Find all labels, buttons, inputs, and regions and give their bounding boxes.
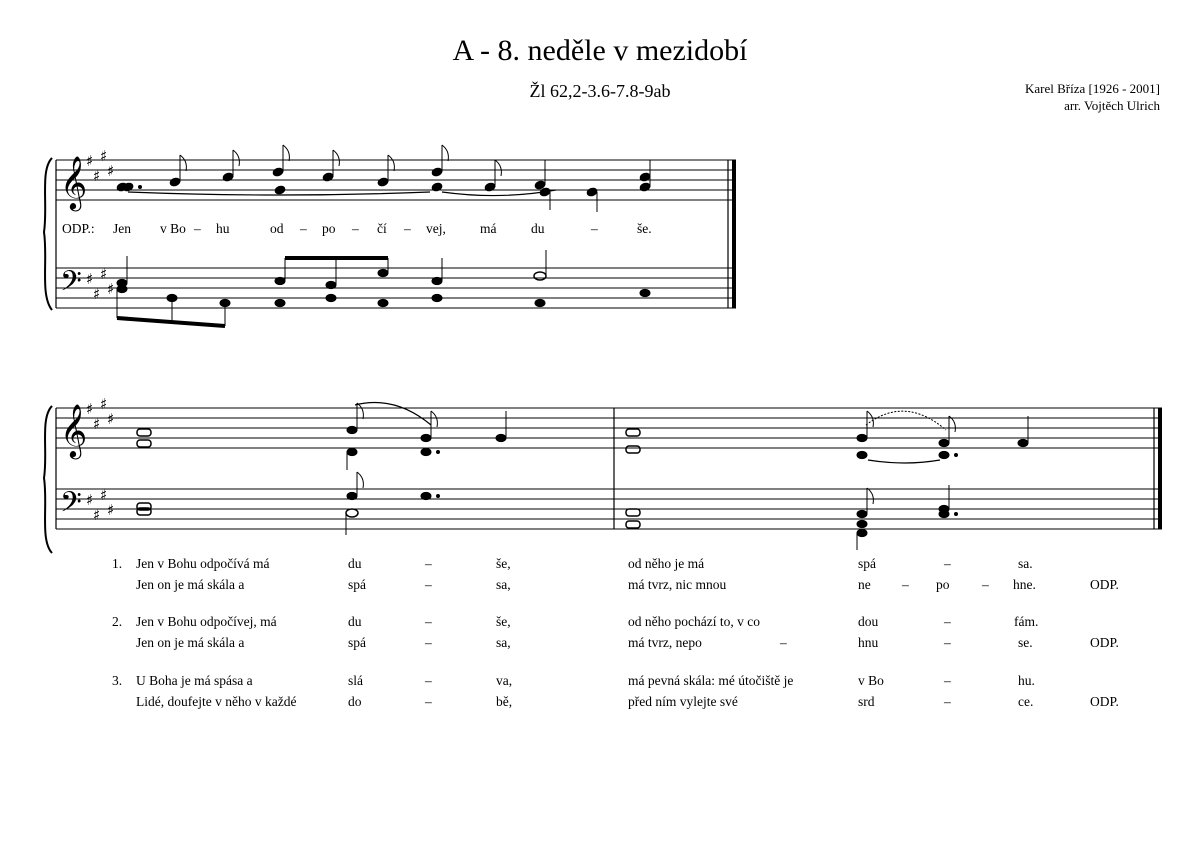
verse-text: Jen v Bohu odpočívá má: [136, 556, 270, 571]
svg-text:vej,: vej,: [426, 221, 446, 236]
bass-notes-2: [346, 472, 958, 550]
verse-text: Jen v Bohu odpočívej, má: [136, 614, 277, 629]
arranger-credit: arr. Vojtěch Ulrich: [1064, 98, 1160, 113]
refrain-cue: ODP.: [1090, 577, 1119, 592]
svg-text:–: –: [300, 221, 307, 236]
grand-staff-brace: [44, 406, 52, 553]
verse-text: před ním vylejte své: [628, 694, 738, 709]
tie-curve: [442, 190, 556, 196]
bass-staff-2: [56, 489, 1162, 529]
verse-syllable: sa.: [1018, 556, 1033, 571]
treble-staff-1: [56, 160, 736, 200]
page-title: A - 8. neděle v mezidobí: [452, 34, 748, 67]
verse-syllable: hnu: [858, 635, 879, 650]
svg-text:♯: ♯: [100, 486, 108, 504]
system-2: [44, 395, 1162, 553]
verse-number: 2.: [112, 614, 123, 629]
svg-text:♯: ♯: [93, 506, 101, 524]
verse-syllable: du: [348, 614, 362, 629]
hyphen: –: [944, 673, 951, 688]
key-signature-bass: [86, 486, 114, 524]
treble-clef: 𝄞: [60, 403, 88, 457]
svg-text:♯: ♯: [93, 167, 101, 185]
hyphen: –: [425, 577, 432, 592]
hyphen: –: [944, 556, 951, 571]
svg-text:Jen: Jen: [113, 221, 131, 236]
verse-text: Lidé, doufejte v něho v každé: [136, 694, 297, 709]
key-signature-bass: [86, 265, 114, 303]
bass-staff-1: [56, 268, 736, 308]
verse-syllable: ne: [858, 577, 871, 592]
verse-syllable: spá: [348, 635, 366, 650]
key-signature-treble: [86, 395, 114, 433]
verse-number: 3.: [112, 673, 123, 688]
hyphen: –: [780, 635, 787, 650]
svg-text:♯: ♯: [93, 285, 101, 303]
verse-syllable: še,: [496, 556, 511, 571]
verse-syllable: srd: [858, 694, 875, 709]
slur: [355, 403, 431, 426]
verse-syllable: fám.: [1014, 614, 1039, 629]
verse-text: má pevná skála: mé útočiště je: [628, 673, 794, 688]
hyphen: –: [944, 694, 951, 709]
tie-curve: [868, 460, 940, 463]
verse-syllable: bě,: [496, 694, 513, 709]
treble-staff-2: [56, 408, 1162, 448]
verse-syllable: du: [348, 556, 362, 571]
refrain-cue: ODP.: [1090, 635, 1119, 650]
svg-text:♯: ♯: [93, 415, 101, 433]
verse-syllable: spá: [858, 556, 876, 571]
svg-text:♯: ♯: [86, 152, 94, 170]
treble-clef: 𝄞: [60, 155, 88, 209]
verse-syllable: se.: [1018, 635, 1033, 650]
verse-syllable: va,: [496, 673, 513, 688]
verse-syllable: do: [348, 694, 362, 709]
svg-text:v Bo: v Bo: [160, 221, 186, 236]
verse-syllable: sa,: [496, 577, 511, 592]
bass-clef: 𝄢: [60, 265, 82, 305]
verse-syllable: hu.: [1018, 673, 1035, 688]
verse-syllable: v Bo: [858, 673, 884, 688]
refrain-lyrics: [62, 221, 652, 236]
verse-syllable: dou: [858, 614, 879, 629]
verse-text: U Boha je má spása a: [136, 673, 253, 688]
svg-text:–: –: [194, 221, 201, 236]
slur-dashed: [866, 411, 946, 430]
grand-staff-brace: [44, 158, 52, 310]
svg-text:po: po: [322, 221, 336, 236]
composer-credit: Karel Bříza [1926 - 2001]: [1024, 81, 1160, 96]
verse-text: Jen on je má skála a: [136, 635, 245, 650]
verse-syllable: po: [936, 577, 950, 592]
svg-text:má: má: [480, 221, 497, 236]
verse-text: má tvrz, nic mnou: [628, 577, 727, 592]
verse-syllable: hne.: [1013, 577, 1036, 592]
svg-text:hu: hu: [216, 221, 230, 236]
reciting-tone-chord: [137, 429, 640, 528]
svg-text:du: du: [531, 221, 545, 236]
hyphen: –: [425, 556, 432, 571]
hyphen: –: [425, 614, 432, 629]
verse-text: Jen on je má skála a: [136, 577, 245, 592]
svg-text:–: –: [404, 221, 411, 236]
treble-notes-1: [116, 145, 651, 212]
svg-text:♯: ♯: [86, 270, 94, 288]
verse-text: od něho je má: [628, 556, 705, 571]
svg-text:od: od: [270, 221, 284, 236]
svg-text:čí: čí: [377, 221, 387, 236]
svg-text:♯: ♯: [86, 491, 94, 509]
svg-text:–: –: [591, 221, 598, 236]
hyphen: –: [902, 577, 909, 592]
verse-syllable: še,: [496, 614, 511, 629]
hyphen: –: [425, 635, 432, 650]
svg-text:♯: ♯: [100, 265, 108, 283]
verse-text: od něho pochází to, v co: [628, 614, 760, 629]
svg-text:♯: ♯: [107, 410, 115, 428]
svg-text:♯: ♯: [86, 400, 94, 418]
svg-text:♯: ♯: [100, 395, 108, 413]
svg-text:♯: ♯: [107, 280, 115, 298]
system-1: [44, 145, 736, 326]
svg-text:♯: ♯: [107, 501, 115, 519]
verse-syllable: slá: [348, 673, 363, 688]
verse-syllable: spá: [348, 577, 366, 592]
svg-text:še.: še.: [637, 221, 652, 236]
treble-notes-2: [347, 403, 1028, 470]
verse-syllable: ce.: [1018, 694, 1034, 709]
bass-clef: 𝄢: [60, 486, 82, 526]
psalm-reference: Žl 62,2-3.6-7.8-9ab: [529, 81, 671, 101]
svg-text:♯: ♯: [100, 147, 108, 165]
hyphen: –: [944, 614, 951, 629]
refrain-cue: ODP.: [1090, 694, 1119, 709]
svg-text:♯: ♯: [107, 162, 115, 180]
svg-text:–: –: [352, 221, 359, 236]
key-signature-treble: [86, 147, 114, 185]
verse-text: má tvrz, nepo: [628, 635, 702, 650]
verse-syllable: sa,: [496, 635, 511, 650]
hyphen: –: [425, 673, 432, 688]
hyphen: –: [944, 635, 951, 650]
refrain-label: ODP.:: [62, 221, 95, 236]
hyphen: –: [982, 577, 989, 592]
verse-number: 1.: [112, 556, 123, 571]
hyphen: –: [425, 694, 432, 709]
